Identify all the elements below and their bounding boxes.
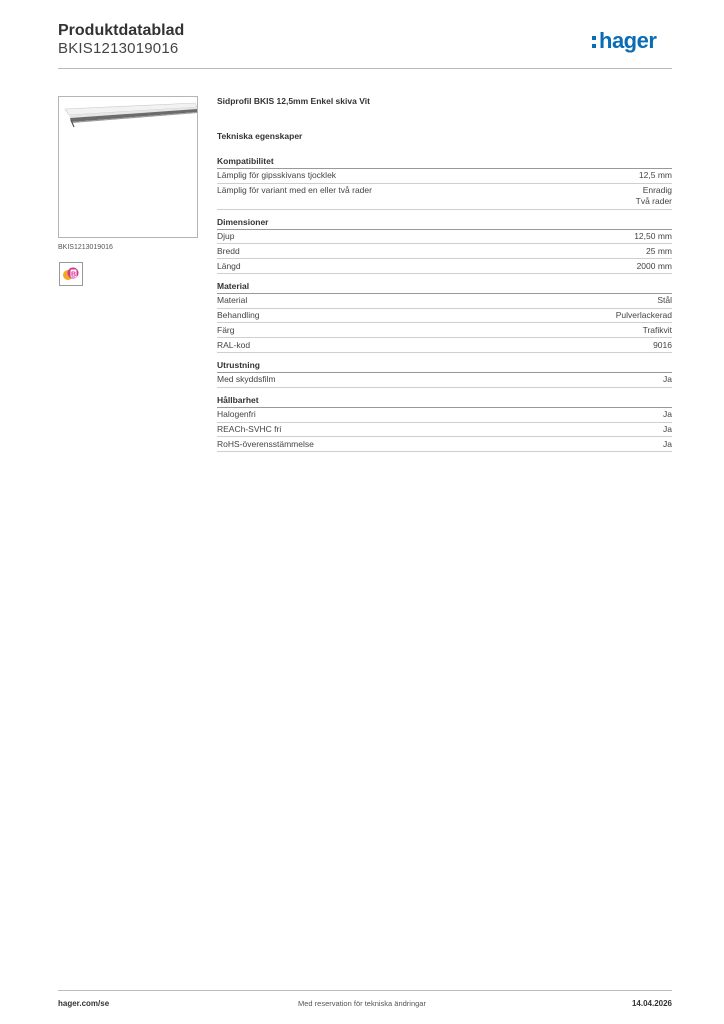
spec-value <box>663 374 672 385</box>
spec-value-line: Ja <box>663 423 672 434</box>
footer-disclaimer: Med reservation för tekniska ändringar <box>298 999 426 1008</box>
spec-value-line: 12,5 mm <box>638 170 672 181</box>
spec-label: Lämplig för variant med en eller två rader <box>217 185 372 196</box>
spec-row <box>217 323 672 338</box>
logo-text: hager <box>599 28 657 53</box>
spec-label: RAL-kod <box>217 339 251 350</box>
spec-group-title: Dimensioner <box>217 217 672 230</box>
spec-group-title: Material <box>217 281 672 294</box>
spec-group <box>217 395 672 452</box>
spec-value-line: 25 mm <box>646 245 672 256</box>
spec-row <box>217 294 672 309</box>
header-divider <box>58 68 672 69</box>
spec-label: Med skyddsfilm <box>217 374 276 385</box>
specification-table <box>217 156 672 459</box>
spec-value-line: 12,50 mm <box>634 230 672 241</box>
product-image <box>58 96 198 238</box>
spec-row <box>217 259 672 274</box>
spec-label: Bredd <box>217 245 240 256</box>
footer-website-link[interactable]: hager.com/se <box>58 999 110 1008</box>
spec-label: REACh-SVHC fri <box>217 423 282 434</box>
spec-label: Material <box>217 295 248 306</box>
spec-value <box>663 424 672 435</box>
spec-label: Behandling <box>217 310 260 321</box>
svg-text:B: B <box>70 271 77 279</box>
spec-value-line: Trafikvit <box>642 324 672 335</box>
spec-value-line: 2000 mm <box>636 260 672 271</box>
spec-value <box>616 310 672 321</box>
spec-value-line: 9016 <box>653 339 672 350</box>
image-caption: BKIS1213019016 <box>58 244 113 251</box>
spec-label: Djup <box>217 230 235 241</box>
spec-value <box>646 246 672 257</box>
spec-group-title: Utrustning <box>217 360 672 373</box>
spec-row <box>217 169 672 184</box>
footer-date: 14.04.2026 <box>631 999 672 1008</box>
spec-row <box>217 309 672 324</box>
spec-value <box>639 170 672 181</box>
spec-row <box>217 184 672 210</box>
product-name: Sidprofil BKIS 12,5mm Enkel skiva Vit <box>217 96 370 106</box>
spec-value-line: Ja <box>663 438 672 449</box>
spec-value <box>637 261 672 272</box>
spec-value <box>636 185 672 207</box>
spec-value <box>663 409 672 420</box>
spec-value-line: Stål <box>657 295 672 306</box>
spec-value <box>643 325 672 336</box>
spec-value <box>634 231 672 242</box>
spec-group <box>217 360 672 388</box>
logo-dots-icon <box>592 32 597 50</box>
spec-group-title: Hållbarhet <box>217 395 672 408</box>
spec-label: Längd <box>217 260 241 271</box>
spec-value <box>653 340 672 351</box>
spec-value <box>663 439 672 450</box>
spec-group <box>217 281 672 353</box>
hager-logo <box>592 28 656 54</box>
spec-row <box>217 230 672 245</box>
spec-row <box>217 423 672 438</box>
spec-group-title: Kompatibilitet <box>217 156 672 169</box>
spec-label: Lämplig för gipsskivans tjocklek <box>217 170 337 181</box>
spec-row <box>217 338 672 353</box>
spec-value-line: Två rader <box>635 196 672 207</box>
footer-divider <box>58 990 672 991</box>
page-title: Produktdatablad <box>58 22 185 39</box>
section-heading: Tekniska egenskaper <box>217 131 303 141</box>
spec-value <box>657 295 672 306</box>
spec-label: Färg <box>217 324 235 335</box>
spec-value-line: Ja <box>663 409 672 420</box>
product-code: BKIS1213019016 <box>58 40 179 57</box>
spec-value-line: Enradig <box>642 185 672 196</box>
spec-row <box>217 373 672 388</box>
spec-row <box>217 408 672 423</box>
spec-label: Halogenfri <box>217 409 256 420</box>
spec-row <box>217 437 672 452</box>
spec-row <box>217 244 672 259</box>
spec-value-line: Ja <box>663 374 672 385</box>
spec-label: RoHS-överensstämmelse <box>217 438 314 449</box>
spec-group <box>217 217 672 274</box>
spec-value-line: Pulverlackerad <box>615 310 672 321</box>
certification-badge-icon <box>59 262 83 286</box>
spec-group <box>217 156 672 210</box>
profile-rail-icon <box>59 97 197 237</box>
